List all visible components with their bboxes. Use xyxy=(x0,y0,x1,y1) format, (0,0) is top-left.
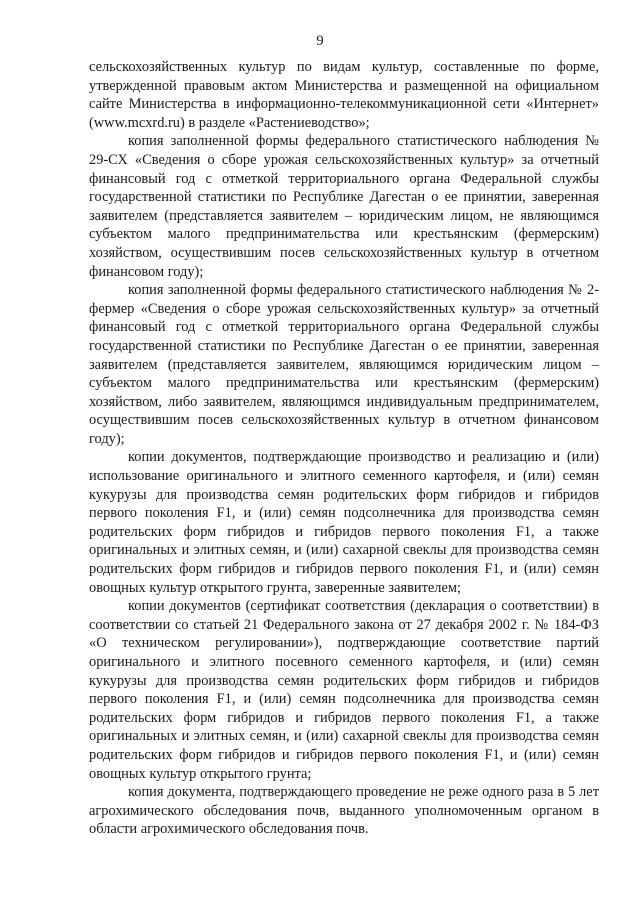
paragraph: копии документов (сертификат соответствия (декларация о соответствии) в соответствии со статьей 21 Федерального закона от 27 декабря 2002 г. № 184-ФЗ «О техническом регулировании»), подтверждающие соответствие партий оригинального и элитного посевного семенного картофеля, и (или) семян кукурузы для производства семян родительских форм гибридов и гибридов первого поколения F1, и (или) семян подсолнечника для производства семян родительских форм гибридов и гибридов первого поколения F1, а также оригинальных и элитных семян, и (или) сахарной свеклы для производства семян родительских форм гибридов и гибридов первого поколения F1, и (или) семян овощных культур открытого грунта; xyxy=(89,598,599,782)
paragraph: копия документа, подтверждающего проведение не реже одного раза в 5 лет агрохимического обследования почв, выданного уполномоченным органом в области агрохимического обследования почв. xyxy=(89,784,599,838)
page-number: 9 xyxy=(316,33,324,49)
paragraph: копия заполненной формы федерального статистического наблюдения № 29-СХ «Сведения о сборе урожая сельскохозяйственных культур» за отчетный финансовый год с отметкой территориального органа Федеральной службы государственной статистики по Республике Дагестан о ее принятии, заверенная заявителем (представляется заявителем – юридическим лицом, не являющимся субъектом малого предпринимательства или крестьянским (фермерским) хозяйством, осуществившим посев сельскохозяйственных культур в отчетном финансовом году); xyxy=(89,133,599,280)
paragraph: копия заполненной формы федерального статистического наблюдения № 2-фермер «Сведения о сборе урожая сельскохозяйственных культур» за отчетный финансовый год с отметкой территориального органа Федеральной службы государственной статистики по Республике Дагестан о ее принятии, заверенная заявителем (представляется заявителем, являющимся юридическим лицом – субъектом малого предпринимательства или крестьянским (фермерским) хозяйством, либо заявителем, являющимся индивидуальным предпринимателем, осуществившим посев сельскохозяйственных культур в отчетном финансовом году); xyxy=(89,282,599,447)
document-body xyxy=(89,58,599,839)
paragraph: копии документов, подтверждающие производство и реализацию и (или) использование оригинального и элитного семенного картофеля, и (или) семян кукурузы для производства семян родительских форм гибридов и гибридов первого поколения F1, и (или) семян подсолнечника для производства семян родительских форм гибридов и гибридов первого поколения F1, а также оригинальных и элитных семян, и (или) сахарной свеклы для производства семян родительских форм гибридов и гибридов первого поколения F1, и (или) семян овощных культур открытого грунта, заверенные заявителем; xyxy=(89,449,599,596)
paragraph: сельскохозяйственных культур по видам культур, составленные по форме, утвержденной правовым актом Министерства и размещенной на официальном сайте Министерства в информационно-телекоммуникационной сети «Интернет» (www.mcxrd.ru) в разделе «Растениеводство»; xyxy=(89,59,599,131)
